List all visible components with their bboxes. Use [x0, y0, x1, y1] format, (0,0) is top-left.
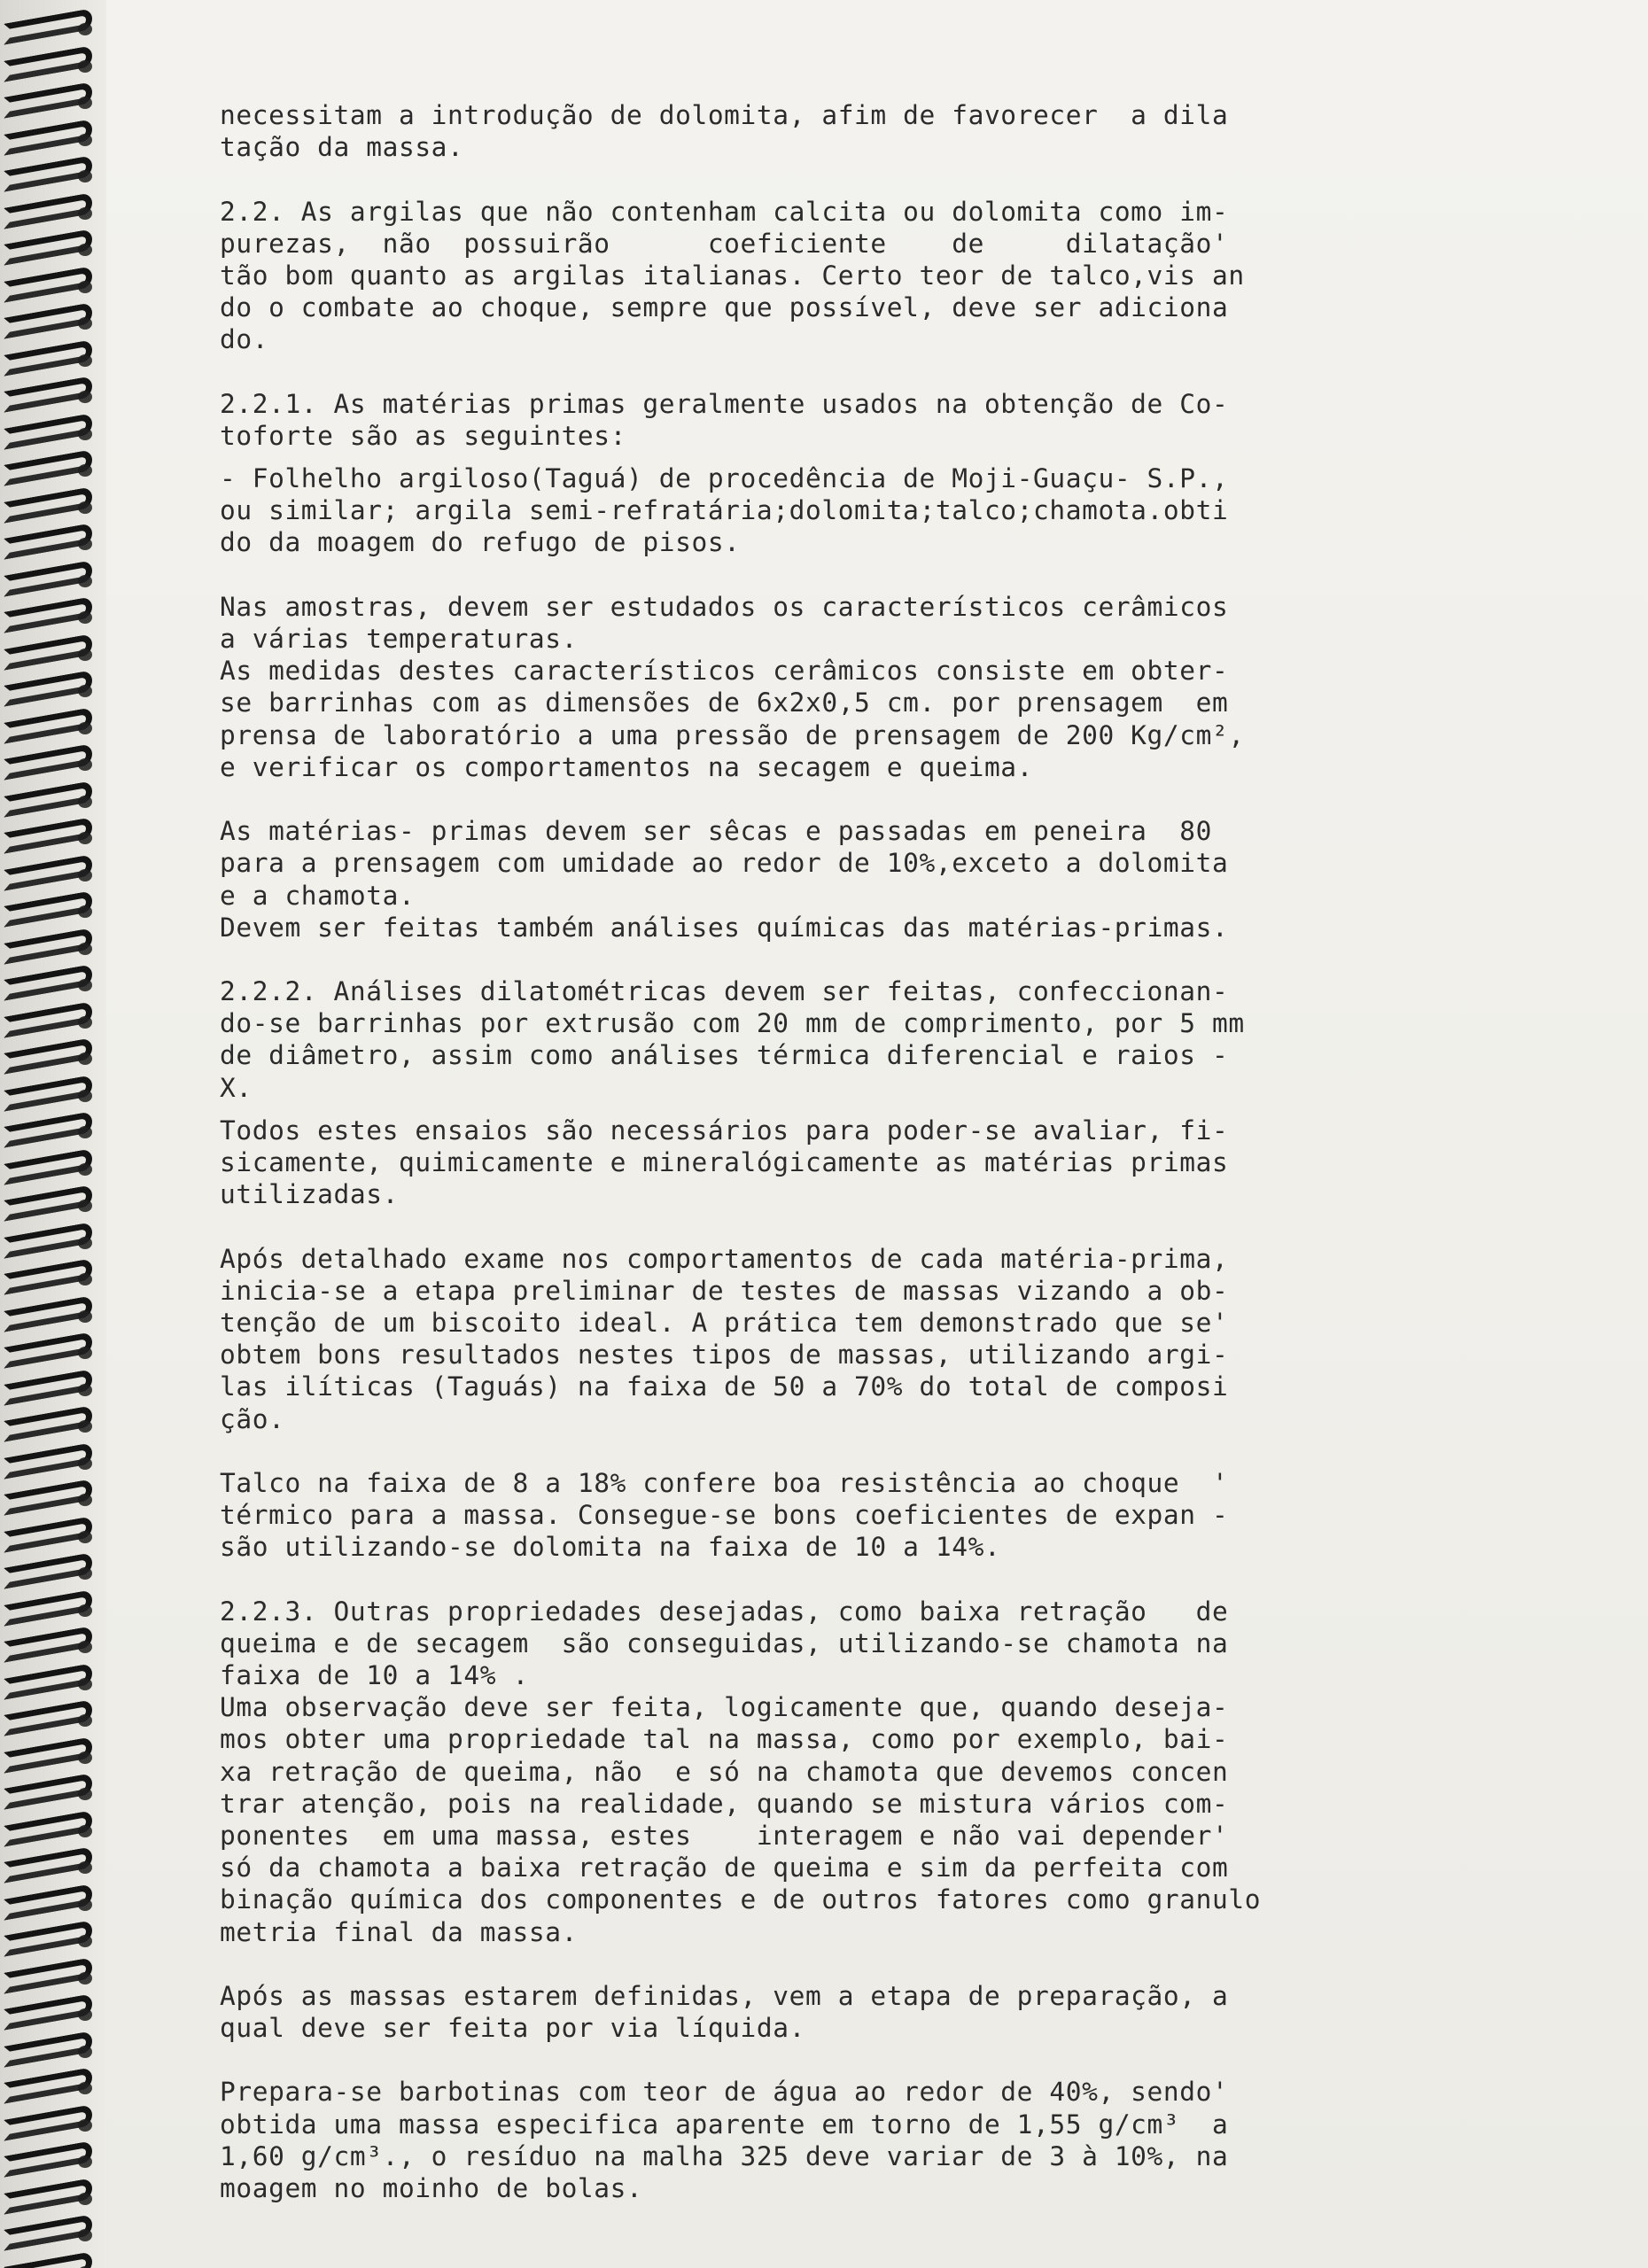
text-line: são utilizando-se dolomita na faixa de 10 a 14%. — [220, 1532, 1001, 1563]
text-line: a várias temperaturas. — [220, 624, 578, 654]
binding-hole — [78, 1641, 92, 1653]
binding-hole — [78, 1420, 92, 1433]
text-line: ou similar; argila semi-refratária;dolomita;talco;chamota.obti — [220, 495, 1229, 526]
binding-hole — [78, 1126, 92, 1138]
binding-hole — [78, 869, 92, 882]
text-line: 2.2. As argilas que não contenham calcita ou dolomita como im- — [220, 196, 1229, 227]
binding-hole — [78, 943, 92, 955]
binding-hole — [78, 1935, 92, 1947]
text-line: Nas amostras, devem ser estudados os característicos cerâmicos — [220, 591, 1229, 622]
text-line: - Folhelho argiloso(Taguá) de procedência de Moji-Guaçu- S.P., — [220, 463, 1229, 494]
text-line: las ilíticas (Taguás) na faixa de 50 a 70% do total de composi — [220, 1371, 1229, 1402]
text-line: mos obter uma propriedade tal na massa, como por exemplo, bai- — [220, 1724, 1229, 1755]
binding-hole — [78, 1604, 92, 1617]
binding-hole — [78, 575, 92, 587]
text-line: binação química dos componentes e de outros fatores como granulo — [220, 1884, 1262, 1915]
binding-hole — [78, 170, 92, 183]
text-line: Devem ser feitas também análises químicas das matérias-primas. — [220, 912, 1229, 943]
binding-hole — [78, 722, 92, 734]
binding-hole — [78, 1678, 92, 1690]
text-line: purezas, não possuirão coeficiente de dilatação' — [220, 228, 1229, 259]
text-line: de diâmetro, assim como análises térmica diferencial e raios - — [220, 1040, 1229, 1071]
text-line: xa retração de queima, não e só na chamota que devemos concen — [220, 1756, 1229, 1787]
binding-hole — [78, 317, 92, 330]
binding-hole — [78, 23, 92, 35]
paragraph — [220, 99, 1451, 163]
text-line: metria final da massa. — [220, 1916, 578, 1947]
binding-hole — [78, 501, 92, 514]
binding-hole — [78, 1788, 92, 1800]
paragraph — [220, 1596, 1451, 1948]
paragraph — [220, 1243, 1451, 1435]
text-line: utilizadas. — [220, 1179, 399, 1210]
text-line: ção. — [220, 1403, 285, 1434]
paragraph — [220, 1115, 1451, 1211]
text-line: 1,60 g/cm³., o resíduo na malha 325 deve variar de 3 à 10%, na — [220, 2140, 1229, 2171]
binding-hole — [78, 354, 92, 367]
binding-hole — [78, 2229, 92, 2241]
text-line: tação da massa. — [220, 132, 464, 163]
text-line: Após detalhado exame nos comportamentos de cada matéria-prima, — [220, 1243, 1229, 1274]
text-line: do. — [220, 324, 269, 355]
binding-hole — [78, 832, 92, 844]
text-line: do o combate ao choque, sempre que possível, deve ser adiciona — [220, 292, 1229, 323]
binding-hole — [78, 1751, 92, 1764]
binding-hole — [78, 97, 92, 109]
binding-hole — [78, 60, 92, 73]
binding-hole — [78, 1163, 92, 1176]
text-line: faixa de 10 a 14% . — [220, 1660, 529, 1690]
binding-hole — [78, 979, 92, 991]
binding-hole — [78, 1016, 92, 1029]
text-line: obtida uma massa especifica aparente em torno de 1,55 g/cm³ a — [220, 2109, 1229, 2140]
binding-hole — [78, 1861, 92, 1874]
binding-hole — [78, 134, 92, 146]
binding-hole — [78, 244, 92, 256]
binding-hole — [78, 1273, 92, 1285]
text-line: Todos estes ensaios são necessários para poder-se avaliar, fi- — [220, 1115, 1229, 1146]
binding-hole — [78, 1237, 92, 1249]
binding-hole — [78, 1090, 92, 1102]
binding-hole — [78, 1457, 92, 1470]
text-line: Após as massas estarem definidas, vem a etapa de preparação, a — [220, 1980, 1229, 2011]
binding-coil — [4, 2251, 92, 2268]
paragraph — [220, 2076, 1451, 2204]
text-line: tão bom quanto as argilas italianas. Certo teor de talco,vis an — [220, 260, 1245, 291]
paragraph — [220, 591, 1451, 783]
text-line: toforte são as seguintes: — [220, 420, 627, 451]
text-line: e a chamota. — [220, 880, 416, 911]
binding-hole — [78, 796, 92, 808]
binding-hole — [78, 1825, 92, 1837]
binding-hole — [78, 2119, 92, 2132]
binding-hole — [78, 1972, 92, 1984]
text-line: obtem bons resultados nestes tipos de massas, utilizando argi- — [220, 1340, 1229, 1371]
binding-hole — [78, 2046, 92, 2058]
text-line: para a prensagem com umidade ao redor de 10%,exceto a dolomita — [220, 848, 1229, 879]
text-line: e verificar os comportamentos na secagem e queima. — [220, 751, 1034, 782]
binding-hole — [78, 611, 92, 624]
text-line: necessitam a introdução de dolomita, afim de favorecer a dila — [220, 100, 1229, 130]
text-line: sicamente, quimicamente e mineralógicamente as matérias primas — [220, 1147, 1229, 1177]
text-line: Talco na faixa de 8 a 18% confere boa resistência ao choque ' — [220, 1467, 1229, 1498]
text-line: só da chamota a baixa retração de queima e sim da perfeita com — [220, 1852, 1229, 1884]
binding-hole — [78, 1899, 92, 1911]
binding-hole — [78, 1531, 92, 1543]
document-body — [220, 99, 1451, 2204]
text-line: ponentes em uma massa, estes interagem e não vai depender' — [220, 1820, 1229, 1851]
binding-hole — [78, 428, 92, 440]
binding-hole — [78, 1494, 92, 1506]
text-line: Prepara-se barbotinas com teor de água ao redor de 40%, sendo' — [220, 2077, 1229, 2108]
binding-hole — [78, 2193, 92, 2205]
text-line: do-se barrinhas por extrusão com 20 mm de comprimento, por 5 mm — [220, 1008, 1245, 1039]
paragraph — [220, 388, 1451, 452]
paragraph — [220, 975, 1451, 1104]
text-line: 2.2.2. Análises dilatométricas devem ser feitas, confeccionan- — [220, 976, 1229, 1007]
paragraph — [220, 196, 1451, 356]
text-line: X. — [220, 1072, 253, 1103]
binding-hole — [78, 281, 92, 293]
text-line: queima e de secagem são conseguidas, utilizando-se chamota na — [220, 1627, 1229, 1658]
binding-hole — [78, 1310, 92, 1323]
binding-hole — [78, 905, 92, 918]
binding-hole — [78, 685, 92, 697]
binding-hole — [78, 1052, 92, 1065]
paragraph — [220, 462, 1451, 559]
binding-hole — [78, 2155, 92, 2168]
binding-hole — [78, 538, 92, 550]
paragraph — [220, 1467, 1451, 1564]
text-line: As matérias- primas devem ser sêcas e passadas em peneira 80 — [220, 816, 1212, 847]
binding-hole — [78, 2008, 92, 2021]
text-line: inicia-se a etapa preliminar de testes de massas vizando a ob- — [220, 1275, 1229, 1306]
binding-hole — [78, 1384, 92, 1396]
binding-hole — [78, 1200, 92, 1212]
binding-hole — [78, 464, 92, 477]
binding-hole — [78, 2082, 92, 2094]
text-line: 2.2.1. As matérias primas geralmente usados na obtenção de Co- — [220, 388, 1229, 419]
text-line: qual deve ser feita por via líquida. — [220, 2013, 805, 2044]
paragraph — [220, 1980, 1451, 2044]
binding-hole — [78, 1567, 92, 1580]
text-line: moagem no moinho de bolas. — [220, 2173, 643, 2203]
paragraph — [220, 815, 1451, 944]
text-line: tenção de um biscoito ideal. A prática tem demonstrado que se' — [220, 1307, 1229, 1338]
binding-hole — [78, 391, 92, 403]
text-line: prensa de laboratório a uma pressão de prensagem de 200 Kg/cm², — [220, 719, 1262, 750]
spiral-binding — [0, 0, 106, 2268]
binding-hole — [78, 649, 92, 661]
binding-hole — [78, 1347, 92, 1359]
text-line: se barrinhas com as dimensões de 6x2x0,5 cm. por prensagem em — [220, 687, 1229, 718]
text-line: do da moagem do refugo de pisos. — [220, 527, 741, 558]
text-line: 2.2.3. Outras propriedades desejadas, como baixa retração de — [220, 1596, 1229, 1627]
text-line: trar atenção, pois na realidade, quando se mistura vários com- — [220, 1788, 1229, 1819]
binding-hole — [78, 1714, 92, 1727]
text-line: Uma observação deve ser feita, logicamente que, quando deseja- — [220, 1692, 1229, 1723]
binding-hole — [78, 758, 92, 771]
text-line: As medidas destes característicos cerâmicos consiste em obter- — [220, 656, 1229, 687]
text-line: térmico para a massa. Consegue-se bons coeficientes de expan - — [220, 1500, 1229, 1531]
binding-hole — [78, 207, 92, 220]
